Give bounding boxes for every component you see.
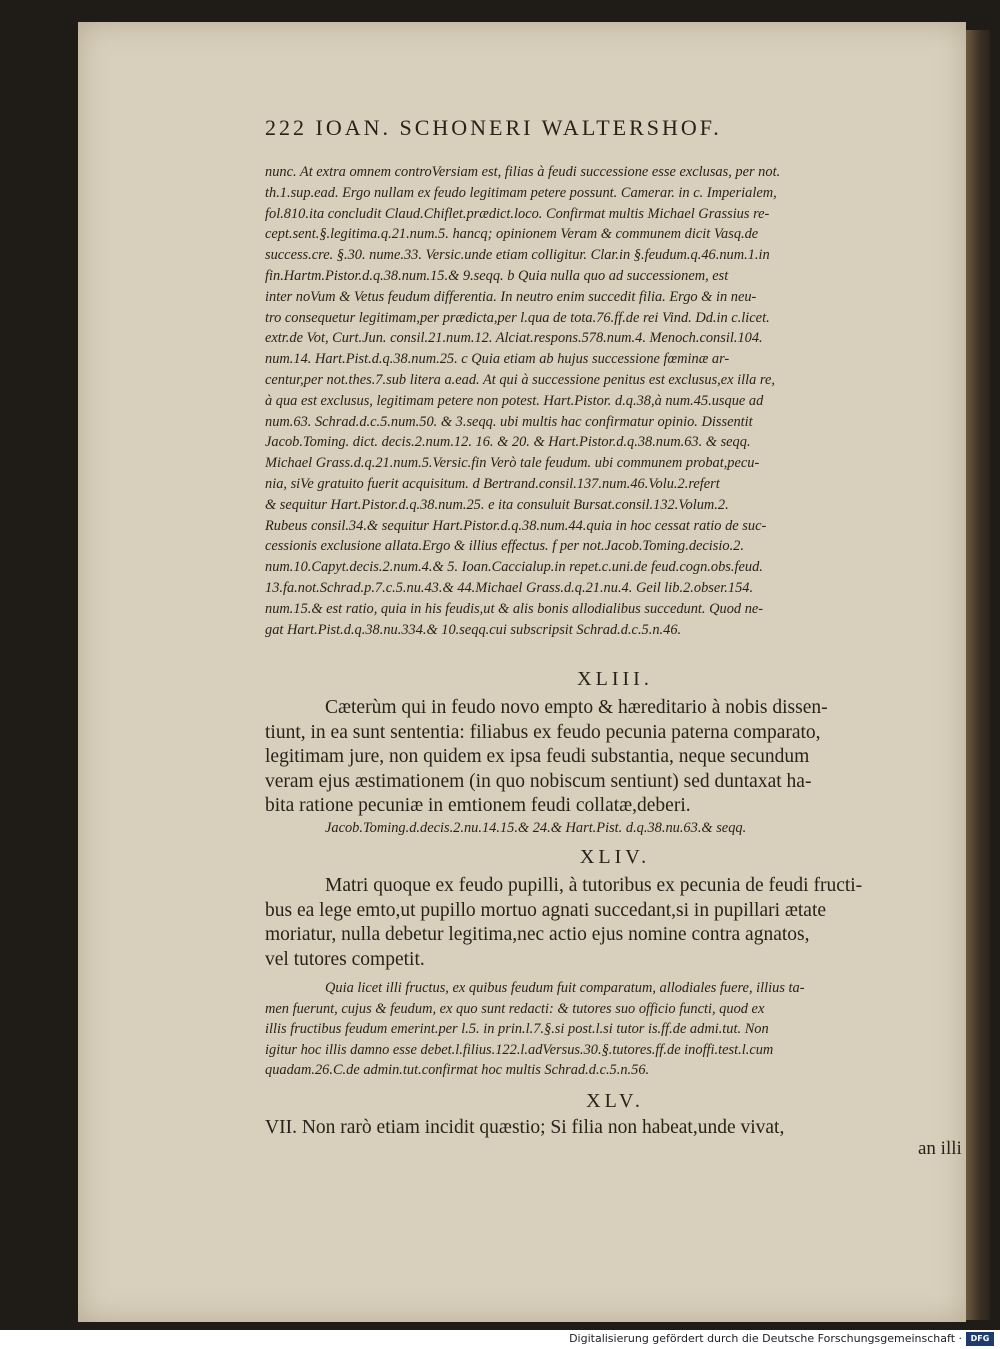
text-line: veram ejus æstimationem (in quo nobiscum sentiunt) sed duntaxat ha-: [265, 770, 812, 792]
text-line: men fuerunt, cujus & feudum, ex quo sunt redacti: & tutores suo officio functi, quod ex: [265, 1000, 765, 1017]
note-44: [265, 978, 965, 1081]
dfg-logo-icon: DFG: [966, 1332, 994, 1346]
text-line: cept.sent.§.legitima.q.21.num.5. hancq; opinionem Veram & communem dicit Vasq.de: [265, 226, 759, 243]
text-line: moriatur, nulla debetur legitima,nec actio ejus nomine contra agnatos,: [265, 924, 810, 945]
text-line: Rubeus consil.34.& sequitur Hart.Pistor.d.q.38.num.44.quia in hoc cessat ratio de suc-: [265, 517, 767, 534]
section-heading-44: XLIV.: [579, 846, 651, 868]
text-line: Cæterùm qui in feudo novo empto & hæreditario à nobis dissen-: [325, 697, 828, 718]
text-line: igitur hoc illis damno esse debet.l.filius.122.l.adVersus.30.§.tutores.ff.de inoffi.test.l.cum: [265, 1041, 774, 1058]
text-line: nia, siVe gratuito fuerit acquisitum. d Bertrand.consil.137.num.46.Volu.2.refert: [265, 475, 720, 492]
text-line: extr.de Vot, Curt.Jun. consil.21.num.12. Alciat.respons.578.num.4. Menoch.consil.104.: [265, 330, 763, 347]
text-line: Jacob.Toming. dict. decis.2.num.12. 16. & 20. & Hart.Pistor.d.q.38.num.63. & seqq.: [265, 434, 751, 451]
page-edge: [966, 30, 990, 1320]
text-line: 13.fa.not.Schrad.p.7.c.5.nu.43.& 44.Michael Grass.d.q.21.nu.4. Geil lib.2.obser.154.: [265, 579, 754, 596]
footnotes-top: [265, 162, 965, 640]
running-head: 222 IOAN. SCHONERI WALTERSHOF.: [265, 115, 722, 140]
text-line: vel tutores competit.: [265, 948, 425, 970]
text-line: gat Hart.Pist.d.q.38.nu.334.& 10.seqq.cui subscripsit Schrad.d.c.5.n.46.: [265, 621, 682, 638]
paragraph-line: VII. Non rarò etiam incidit quæstio; Si filia non habeat,unde vivat,: [265, 1117, 785, 1138]
text-line: bita ratione pecuniæ in emtionem feudi collatæ,deberi.: [265, 795, 691, 816]
text-line: tro consequetur legitimam,per prædicta,per l.qua de tota.76.ff.de rei Vind. Dd.in c.licet.: [265, 309, 770, 326]
text-line: quadam.26.C.de admin.tut.confirmat hoc multis Schrad.d.c.5.n.56.: [265, 1062, 650, 1078]
text-line: num.15.& est ratio, quia in his feudis,ut & alis bonis allodialibus succedunt. Quod ne-: [265, 600, 764, 617]
section-heading-45: XLV.: [586, 1090, 644, 1112]
note-line: Jacob.Toming.d.decis.2.nu.14.15.& 24.& Hart.Pist. d.q.38.nu.63.& seqq.: [325, 820, 747, 836]
section-heading-43: XLIII.: [577, 668, 653, 690]
text-line: illis fructibus feudum emerint.per l.5. in prin.l.7.§.si post.l.si tutor is.ff.de admi.tut. Non: [265, 1021, 769, 1037]
text-line: legitimam jure, non quidem ex ipsa feudi substantia, neque secundum: [265, 746, 810, 767]
paragraph-44: [265, 874, 965, 972]
text-line: & sequitur Hart.Pistor.d.q.38.num.25. e ita consuluit Bursat.consil.132.Volum.2.: [265, 496, 729, 513]
text-line: success.cre. §.30. nume.33. Versic.unde etiam colligitur. Clar.in §.feudum.q.46.num.1.in: [265, 247, 770, 264]
paragraph-43: [265, 696, 965, 819]
catchword: an illi: [918, 1138, 962, 1159]
text-line: à qua est exclusus, legitimam petere non potest. Hart.Pistor. d.q.38,à num.45.usque ad: [265, 392, 764, 409]
note-43: [265, 818, 965, 839]
text-line: tiunt, in ea sunt sententia: filiabus ex feudo pecunia paterna comparato,: [265, 721, 821, 743]
text-line: centur,per not.thes.7.sub litera a.ead. At qui à successione penitus est exclusus,ex illa re,: [265, 371, 775, 388]
text-line: fin.Hartm.Pistor.d.q.38.num.15.& 9.seqq. b Quia nulla quo ad successionem, est: [265, 267, 729, 284]
text-line: nunc. At extra omnem controVersiam est, filias à feudi successione esse exclusas, per not.: [265, 164, 781, 180]
text-line: Quia licet illi fructus, ex quibus feudum fuit comparatum, allodiales fuere, illius ta-: [325, 980, 805, 996]
text-line: Michael Grass.d.q.21.num.5.Versic.fin Verò tale feudum. ubi communem probat,pecu-: [265, 455, 760, 472]
footer-credit: Digitalisierung gefördert durch die Deutsche Forschungsgemeinschaft ·: [569, 1332, 962, 1345]
paragraph-45: [265, 1116, 965, 1141]
text-line: cessionis exclusione allata.Ergo & illius effectus. f per not.Jacob.Toming.decisio.2.: [265, 538, 744, 555]
text-line: Matri quoque ex feudo pupilli, à tutoribus ex pecunia de feudi fructi-: [325, 875, 863, 896]
text-line: fol.810.ita concludit Claud.Chiflet.prædict.loco. Confirmat multis Michael Grassius re-: [265, 205, 770, 222]
text-line: th.1.sup.ead. Ergo nullam ex feudo legitimam petere possunt. Camerar. in c. Imperialem,: [265, 184, 777, 201]
text-line: num.10.Capyt.decis.2.num.4.& 5. Ioan.Caccialup.in repet.c.uni.de feud.cogn.obs.feud.: [265, 559, 763, 576]
text-line: num.14. Hart.Pist.d.q.38.num.25. c Quia etiam ab hujus successione fœminæ ar-: [265, 351, 730, 368]
text-line: num.63. Schrad.d.c.5.num.50. & 3.seqq. ubi multis hac confirmatur opinio. Dissentit: [265, 413, 753, 430]
text-line: inter noVum & Vetus feudum differentia. In neutro enim succedit filia. Ergo & in neu-: [265, 288, 757, 305]
text-line: bus ea lege emto,ut pupillo mortuo agnati succedant,si in pupillari ætate: [265, 899, 827, 921]
